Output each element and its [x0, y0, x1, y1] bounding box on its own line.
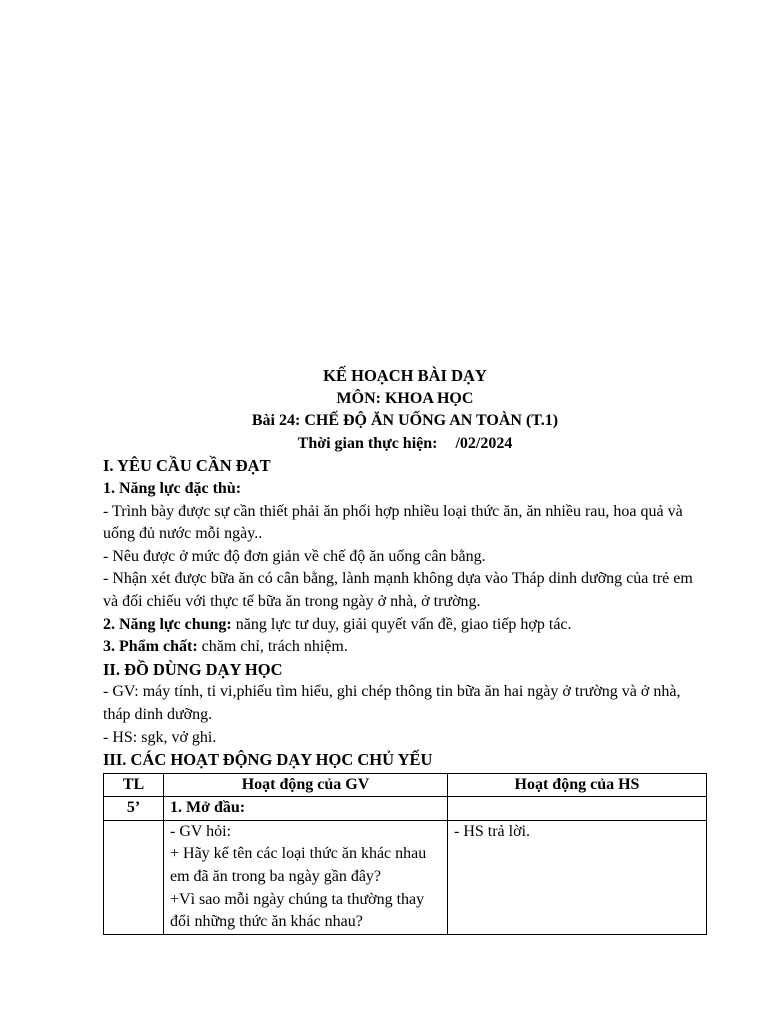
table-cell-hs [448, 797, 707, 821]
activities-table [103, 773, 707, 935]
time-label: Thời gian thực hiện: [297, 434, 438, 452]
table-row [104, 820, 707, 934]
table-cell-hs: - HS trả lời. [448, 820, 707, 934]
lesson-title: Bài 24: CHẾ ĐỘ ĂN UỐNG AN TOÀN (T.1) [251, 412, 559, 430]
table-cell-gv [164, 820, 448, 934]
section1-item: - Nêu được ở mức độ đơn giản về chế độ ăn uống cân bằng. [103, 547, 486, 565]
section1-sub2 [103, 614, 707, 637]
section1-heading: I. YÊU CẦU CẦN ĐẠT [103, 456, 271, 476]
gv-line: + Hãy kể tên các loại thức ăn khác nhau em đã ăn trong ba ngày gần đây? [170, 845, 427, 886]
table-header-row [104, 773, 707, 797]
table-header-gv: Hoạt động của GV [164, 773, 448, 797]
table-header-hs: Hoạt động của HS [448, 773, 707, 797]
lesson-plan-content [103, 365, 707, 935]
section1-sub1-heading: 1. Năng lực đặc thù: [103, 479, 242, 497]
time-line [103, 433, 707, 456]
section1-sub3-text: chăm chỉ, trách nhiệm. [197, 638, 348, 656]
section1-item: - Trình bày được sự cần thiết phải ăn phối hợp nhiều loại thức ăn, ăn nhiều rau, hoa quả và uống đủ nước mỗi ngày.. [103, 502, 683, 543]
table-header-tl: TL [104, 773, 164, 797]
gv-line: +Vì sao mỗi ngày chúng ta thường thay đổi những thức ăn khác nhau? [170, 890, 425, 931]
section1-sub3 [103, 636, 707, 659]
section1-item: - Nhận xét được bữa ăn có cân bằng, lành mạnh không dựa vào Tháp dinh dưỡng của trẻ em và đối chiếu với thực tế bữa ăn trong ngày ở nhà, ở trường. [103, 570, 693, 610]
section1-sub2-label: 2. Năng lực chung: [103, 615, 232, 633]
section2-item: - HS: sgk, vở ghi. [103, 728, 217, 746]
section1-sub2-text: năng lực tư duy, giải quyết vấn đề, giao tiếp hợp tác. [231, 615, 572, 633]
gv-line: - GV hỏi: [170, 822, 232, 840]
subject-title: MÔN: KHOA HỌC [336, 389, 474, 407]
section3-heading: III. CÁC HOẠT ĐỘNG DẠY HỌC CHỦ YẾU [103, 750, 433, 770]
table-row [104, 797, 707, 821]
table-cell-tl: 5’ [104, 797, 164, 821]
table-cell-tl [104, 820, 164, 934]
section1-sub3-label: 3. Phẩm chất: [103, 638, 198, 656]
section2-heading: II. ĐỒ DÙNG DẠY HỌC [103, 659, 283, 679]
time-value: /02/2024 [455, 434, 513, 452]
table-cell-gv: 1. Mở đầu: [164, 797, 448, 821]
section2-item: - GV: máy tính, ti vi,phiếu tìm hiểu, ghi chép thông tin bữa ăn hai ngày ở trường và ở nhà, tháp dinh dưỡng. [103, 683, 681, 723]
plan-title: KẾ HOẠCH BÀI DẠY [323, 366, 487, 385]
